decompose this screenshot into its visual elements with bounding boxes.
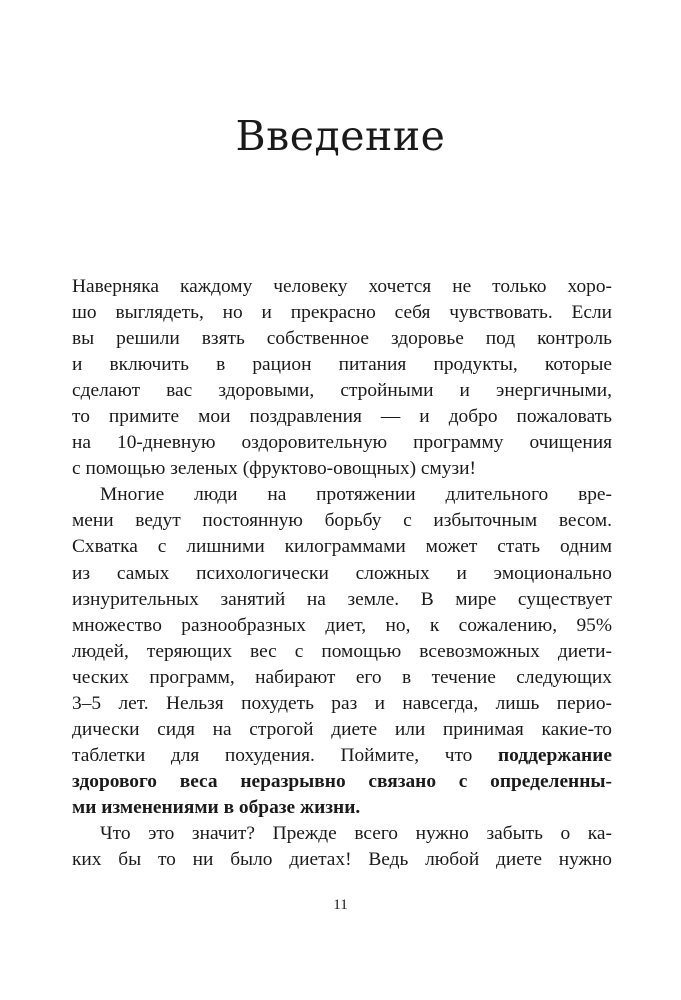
page-number: 11 bbox=[333, 897, 348, 913]
text-line bbox=[72, 743, 612, 769]
emphasis-line: здорового веса неразрывно связано с определенны- bbox=[72, 770, 612, 792]
paragraph-3 bbox=[72, 821, 612, 873]
text-line: Схватка с лишними килограммами может стать одним bbox=[72, 536, 612, 558]
text-line: мени ведут постоянную борьбу с избыточным весом. bbox=[72, 510, 612, 532]
text-line: 3–5 лет. Нельзя похудеть раз и навсегда, лишь перио- bbox=[72, 692, 612, 714]
body-text bbox=[72, 274, 612, 873]
text-line: Наверняка каждому человеку хочется не только хоро- bbox=[72, 276, 612, 297]
chapter-title: Введение bbox=[235, 112, 446, 160]
text-line: изнурительных занятий на земле. В мире существует bbox=[72, 588, 612, 610]
text-line: на 10-дневную оздоровительную программу очищения bbox=[72, 432, 612, 454]
text-line: с помощью зеленых (фруктово-овощных) смузи! bbox=[72, 458, 476, 480]
text-line: ких бы то ни было диетах! Ведь любой диете нужно bbox=[72, 849, 612, 871]
text-line: из самых психологически сложных и эмоционально bbox=[72, 562, 612, 584]
text-line: шо выглядеть, но и прекрасно себя чувствовать. Если bbox=[72, 302, 612, 324]
text-span: таблетки для похудения. Поймите, что bbox=[72, 744, 498, 766]
emphasis-line: ми изменениями в образе жизни. bbox=[72, 796, 361, 818]
text-line: Многие люди на протяжении длительного вре- bbox=[100, 484, 612, 506]
text-line: множество разнообразных диет, но, к сожалению, 95% bbox=[72, 614, 612, 636]
paragraph-2 bbox=[72, 482, 612, 821]
emphasis-text: поддержание bbox=[497, 744, 612, 766]
text-line: дически сидя на строгой диете или принимая какие-то bbox=[72, 718, 612, 740]
text-line: ческих программ, набирают его в течение следующих bbox=[72, 666, 612, 688]
text-line: сделают вас здоровыми, стройными и энергичными, bbox=[72, 380, 612, 402]
paragraph-1 bbox=[72, 274, 612, 482]
text-line: людей, теряющих вес с помощью всевозможных диети- bbox=[72, 640, 612, 662]
text-line: то примите мои поздравления — и добро пожаловать bbox=[72, 406, 612, 428]
text-line: вы решили взять собственное здоровье под контроль bbox=[72, 328, 612, 350]
text-line: и включить в рацион питания продукты, которые bbox=[72, 354, 612, 376]
text-line: Что это значит? Прежде всего нужно забыть о ка- bbox=[100, 822, 612, 844]
